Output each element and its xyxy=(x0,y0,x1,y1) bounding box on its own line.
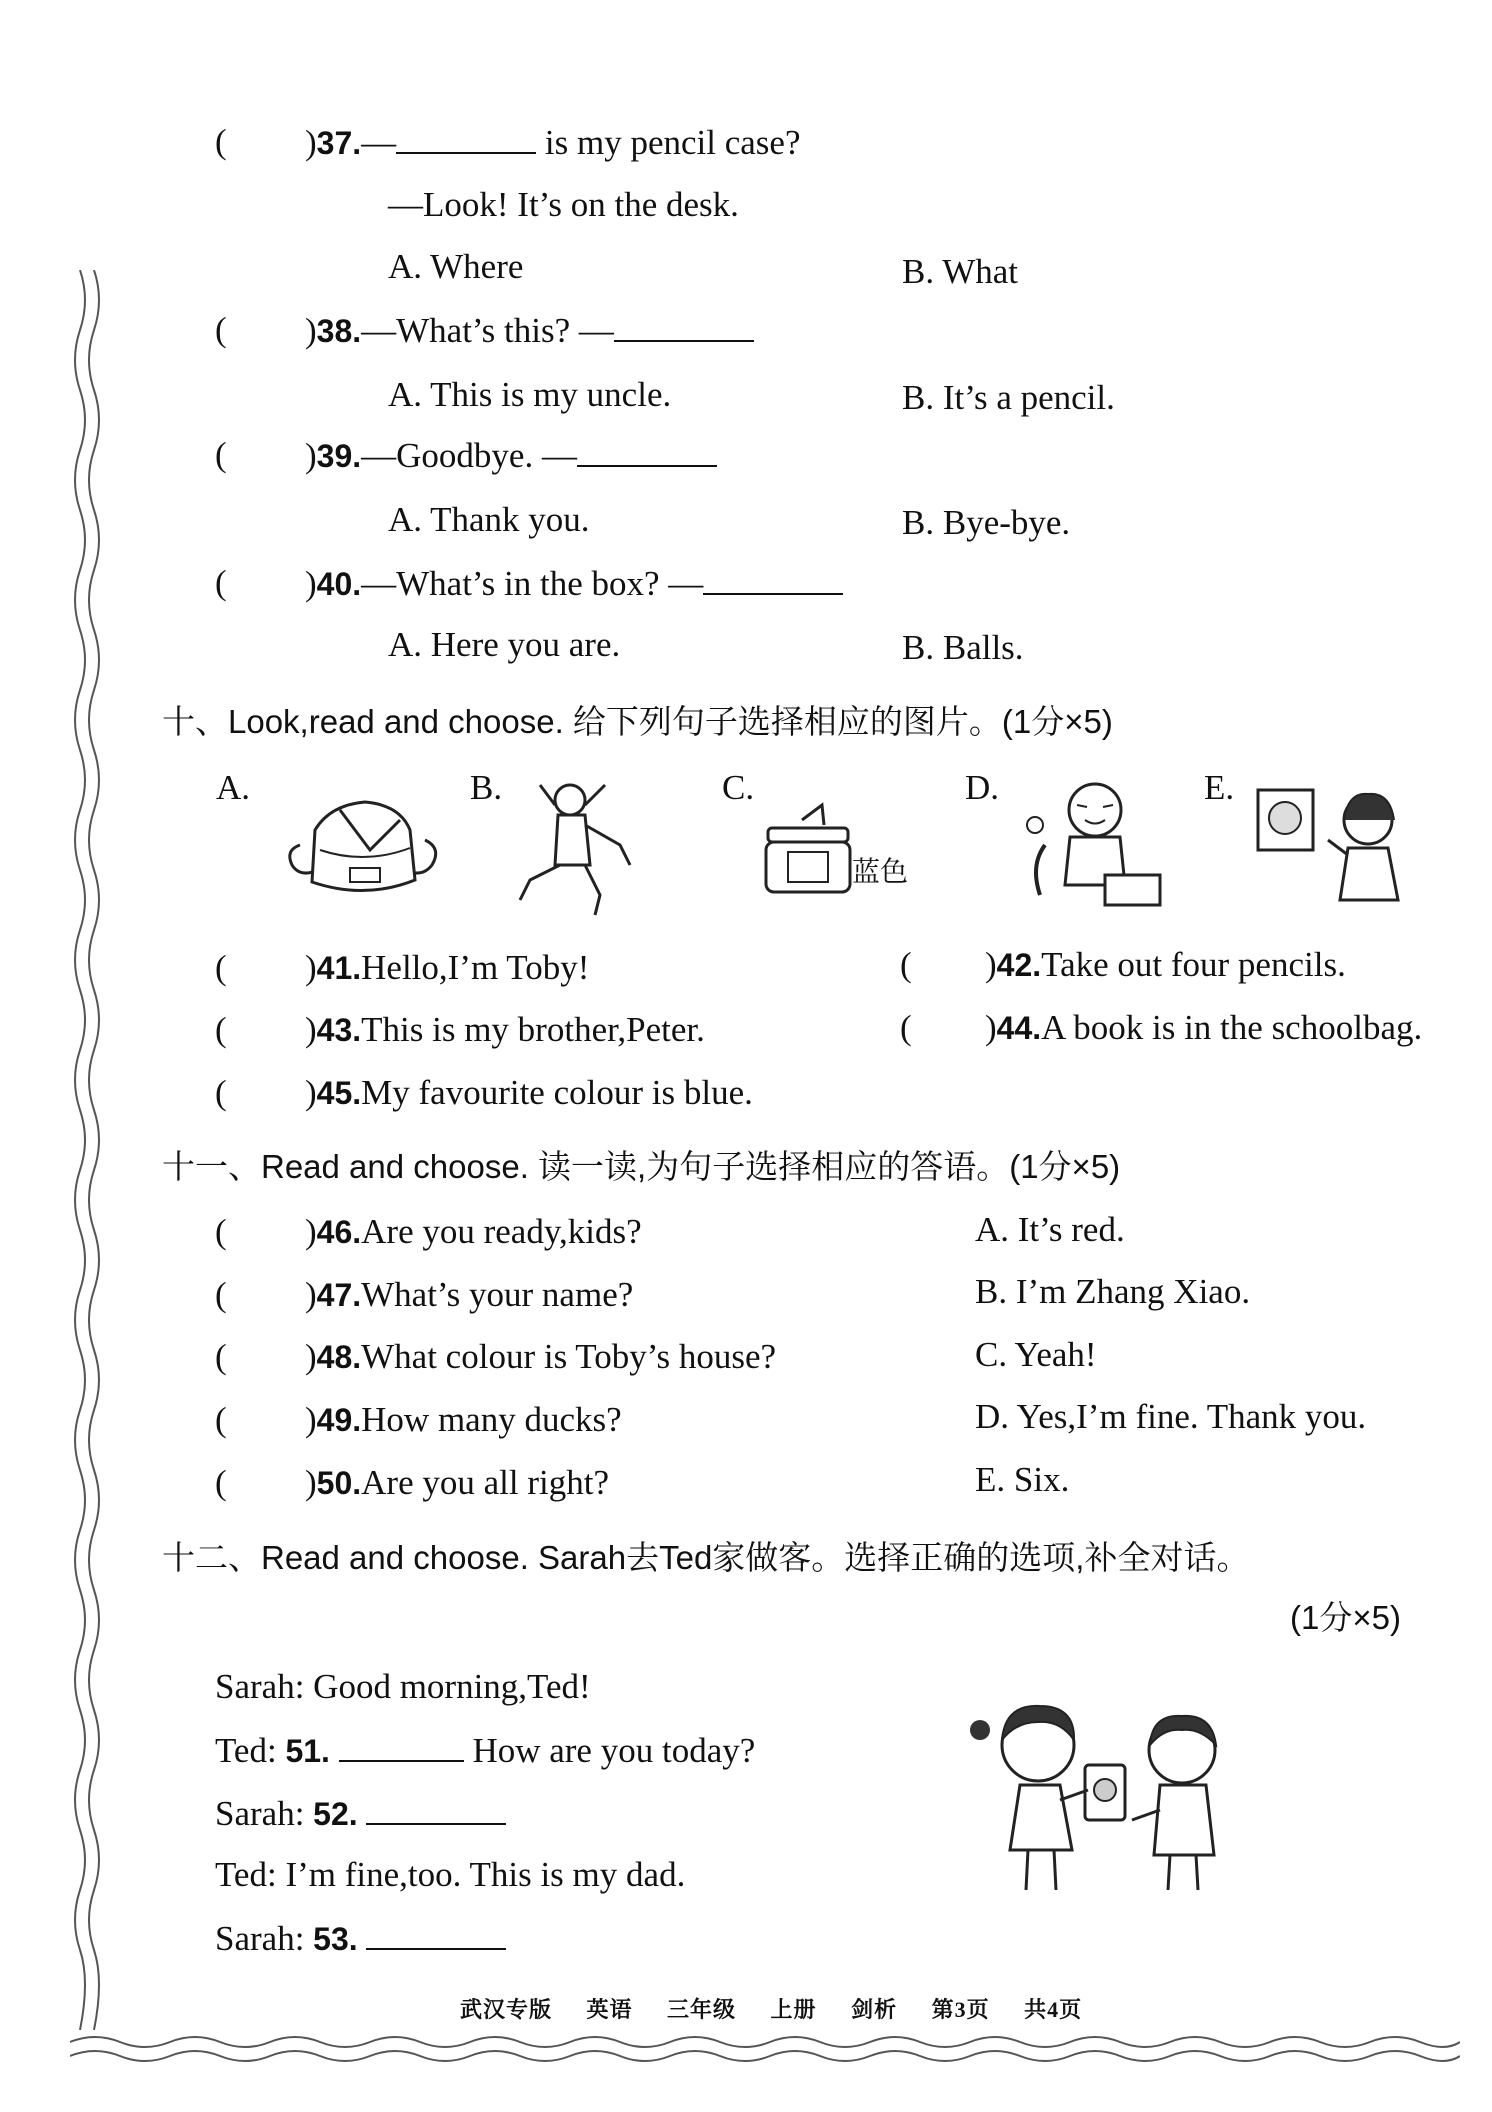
answer-blank[interactable] xyxy=(614,310,754,342)
reply-option-b: B. I’m Zhang Xiao. xyxy=(975,1272,1251,1311)
answer-paren-open: ( xyxy=(215,1073,227,1112)
footer-term: 上册 xyxy=(770,1997,817,2022)
question-text: What’s your name? xyxy=(361,1275,634,1314)
question-text: My favourite colour is blue. xyxy=(361,1073,753,1112)
question-text: is my pencil case? xyxy=(536,123,801,162)
question-text: A book is in the schoolbag. xyxy=(1041,1008,1423,1047)
question-text: — xyxy=(361,123,397,162)
answer-paren-open: ( xyxy=(215,1275,227,1314)
option-a: A. Thank you. xyxy=(388,500,590,539)
picture-label-b: B. xyxy=(470,768,503,807)
tiger-at-desk-picture xyxy=(1015,775,1165,915)
dialog-line-4: Ted: I’m fine,too. This is my dad. xyxy=(215,1855,686,1894)
paint-jar-label: 蓝色 xyxy=(852,855,909,888)
option-b: B. Bye-bye. xyxy=(902,503,1071,542)
left-border-decoration xyxy=(70,270,110,2030)
question-45 xyxy=(305,1073,753,1113)
question-text: Are you ready,kids? xyxy=(361,1212,642,1251)
question-text: Hello,I’m Toby! xyxy=(361,948,590,987)
answer-blank[interactable] xyxy=(366,1793,506,1825)
question-number: 37. xyxy=(316,125,362,161)
question-number: 47. xyxy=(316,1277,362,1313)
answer-paren-close: ) xyxy=(305,436,317,475)
reply-option-a: A. It’s red. xyxy=(975,1210,1125,1249)
reply-option-d: D. Yes,I’m fine. Thank you. xyxy=(975,1397,1367,1436)
question-47 xyxy=(305,1275,633,1315)
dialog-line-1: Sarah: Good morning,Ted! xyxy=(215,1667,591,1706)
option-a: A. This is my uncle. xyxy=(388,375,672,414)
speaker-label: Sarah: xyxy=(215,1794,314,1833)
question-49 xyxy=(305,1400,622,1440)
picture-label-a: A. xyxy=(216,768,251,807)
question-37 xyxy=(305,122,801,163)
answer-blank[interactable] xyxy=(577,435,717,467)
question-37-line2: —Look! It’s on the desk. xyxy=(388,185,739,224)
question-40 xyxy=(305,563,843,604)
question-46 xyxy=(305,1212,642,1252)
answer-paren-open: ( xyxy=(215,1010,227,1049)
question-number: 42. xyxy=(996,947,1042,983)
question-number: 53. xyxy=(313,1921,358,1957)
question-number: 43. xyxy=(316,1012,362,1048)
dialog-line-3 xyxy=(215,1793,506,1834)
answer-blank[interactable] xyxy=(703,563,843,595)
question-text: —What’s this? — xyxy=(361,311,614,350)
option-b: B. What xyxy=(902,252,1019,291)
question-text: Are you all right? xyxy=(361,1463,609,1502)
reply-option-c: C. Yeah! xyxy=(975,1335,1097,1374)
question-39 xyxy=(305,435,717,476)
speaker-label: Sarah: xyxy=(215,1919,314,1958)
question-42 xyxy=(985,945,1346,985)
bottom-border-decoration xyxy=(70,2030,1460,2070)
question-number: 40. xyxy=(316,566,362,602)
dialog-line-5 xyxy=(215,1918,506,1959)
footer-grade: 三年级 xyxy=(667,1997,737,2022)
speaker-label: Ted: xyxy=(215,1731,286,1770)
question-38 xyxy=(305,310,754,351)
footer-page: 第3页 xyxy=(931,1997,990,2022)
schoolbag-picture xyxy=(280,790,445,910)
question-number: 45. xyxy=(316,1075,362,1111)
answer-paren-close: ) xyxy=(305,1463,317,1502)
answer-paren-close: ) xyxy=(305,1212,317,1251)
answer-paren-open: ( xyxy=(215,310,227,349)
answer-paren-close: ) xyxy=(305,1073,317,1112)
answer-paren-open: ( xyxy=(215,1337,227,1376)
question-number: 52. xyxy=(313,1796,358,1832)
footer-region: 武汉专版 xyxy=(460,1997,553,2022)
answer-paren-close: ) xyxy=(305,1337,317,1376)
boy-jumping-picture xyxy=(510,770,640,920)
question-text: —Goodbye. — xyxy=(361,436,577,475)
option-b: B. It’s a pencil. xyxy=(902,378,1115,417)
page-footer xyxy=(460,1993,1110,2024)
section-12-score: (1分×5) xyxy=(1290,1599,1401,1636)
question-number: 49. xyxy=(316,1402,362,1438)
dialog-line-2 xyxy=(215,1730,755,1771)
answer-paren-open: ( xyxy=(215,563,227,602)
answer-paren-open: ( xyxy=(215,122,227,161)
section-12-title: 十二、Read and choose. Sarah去Ted家做客。选择正确的选项,补全对话。 xyxy=(162,1539,1250,1576)
picture-label-d: D. xyxy=(965,768,1000,807)
footer-total: 共4页 xyxy=(1024,1997,1083,2022)
section-10-title: 十、Look,read and choose. 给下列句子选择相应的图片。(1分×5) xyxy=(162,703,1113,740)
answer-paren-close: ) xyxy=(985,945,997,984)
question-text: This is my brother,Peter. xyxy=(361,1010,705,1049)
option-a: A. Where xyxy=(388,247,524,286)
question-number: 39. xyxy=(316,438,362,474)
answer-paren-close: ) xyxy=(305,311,317,350)
footer-type: 剑析 xyxy=(851,1997,898,2022)
question-number: 48. xyxy=(316,1339,362,1375)
picture-label-e: E. xyxy=(1204,768,1235,807)
reply-option-e: E. Six. xyxy=(975,1460,1070,1499)
question-number: 44. xyxy=(996,1010,1042,1046)
question-44 xyxy=(985,1008,1422,1048)
answer-paren-open: ( xyxy=(900,1008,912,1047)
answer-blank[interactable] xyxy=(366,1918,506,1950)
answer-blank[interactable] xyxy=(339,1730,464,1762)
answer-paren-close: ) xyxy=(305,948,317,987)
answer-paren-open: ( xyxy=(215,1463,227,1502)
girl-with-photo-picture xyxy=(1248,780,1418,910)
question-number: 41. xyxy=(316,950,362,986)
question-text: What colour is Toby’s house? xyxy=(361,1337,777,1376)
question-number: 51. xyxy=(285,1733,330,1769)
question-text: Take out four pencils. xyxy=(1041,945,1346,984)
answer-paren-open: ( xyxy=(215,1400,227,1439)
question-text: —What’s in the box? — xyxy=(361,564,704,603)
option-a: A. Here you are. xyxy=(388,625,621,664)
question-number: 38. xyxy=(316,313,362,349)
answer-paren-open: ( xyxy=(215,435,227,474)
question-number: 50. xyxy=(316,1465,362,1501)
option-b: B. Balls. xyxy=(902,628,1024,667)
question-number: 46. xyxy=(316,1214,362,1250)
question-43 xyxy=(305,1010,705,1050)
answer-paren-close: ) xyxy=(305,123,317,162)
answer-paren-open: ( xyxy=(215,1212,227,1251)
question-41 xyxy=(305,948,589,988)
two-kids-picture xyxy=(960,1690,1240,1890)
dialog-text: How are you today? xyxy=(463,1731,756,1770)
answer-paren-close: ) xyxy=(305,1010,317,1049)
answer-paren-open: ( xyxy=(215,948,227,987)
answer-blank[interactable] xyxy=(396,122,536,154)
answer-paren-close: ) xyxy=(985,1008,997,1047)
answer-paren-close: ) xyxy=(305,564,317,603)
picture-label-c: C. xyxy=(722,768,755,807)
question-48 xyxy=(305,1337,776,1377)
answer-paren-close: ) xyxy=(305,1400,317,1439)
question-50 xyxy=(305,1463,609,1503)
answer-paren-open: ( xyxy=(900,945,912,984)
question-text: How many ducks? xyxy=(361,1400,622,1439)
section-11-title: 十一、Read and choose. 读一读,为句子选择相应的答语。(1分×5) xyxy=(162,1148,1121,1185)
answer-paren-close: ) xyxy=(305,1275,317,1314)
paint-jar-picture xyxy=(762,800,852,900)
footer-subject: 英语 xyxy=(586,1997,633,2022)
